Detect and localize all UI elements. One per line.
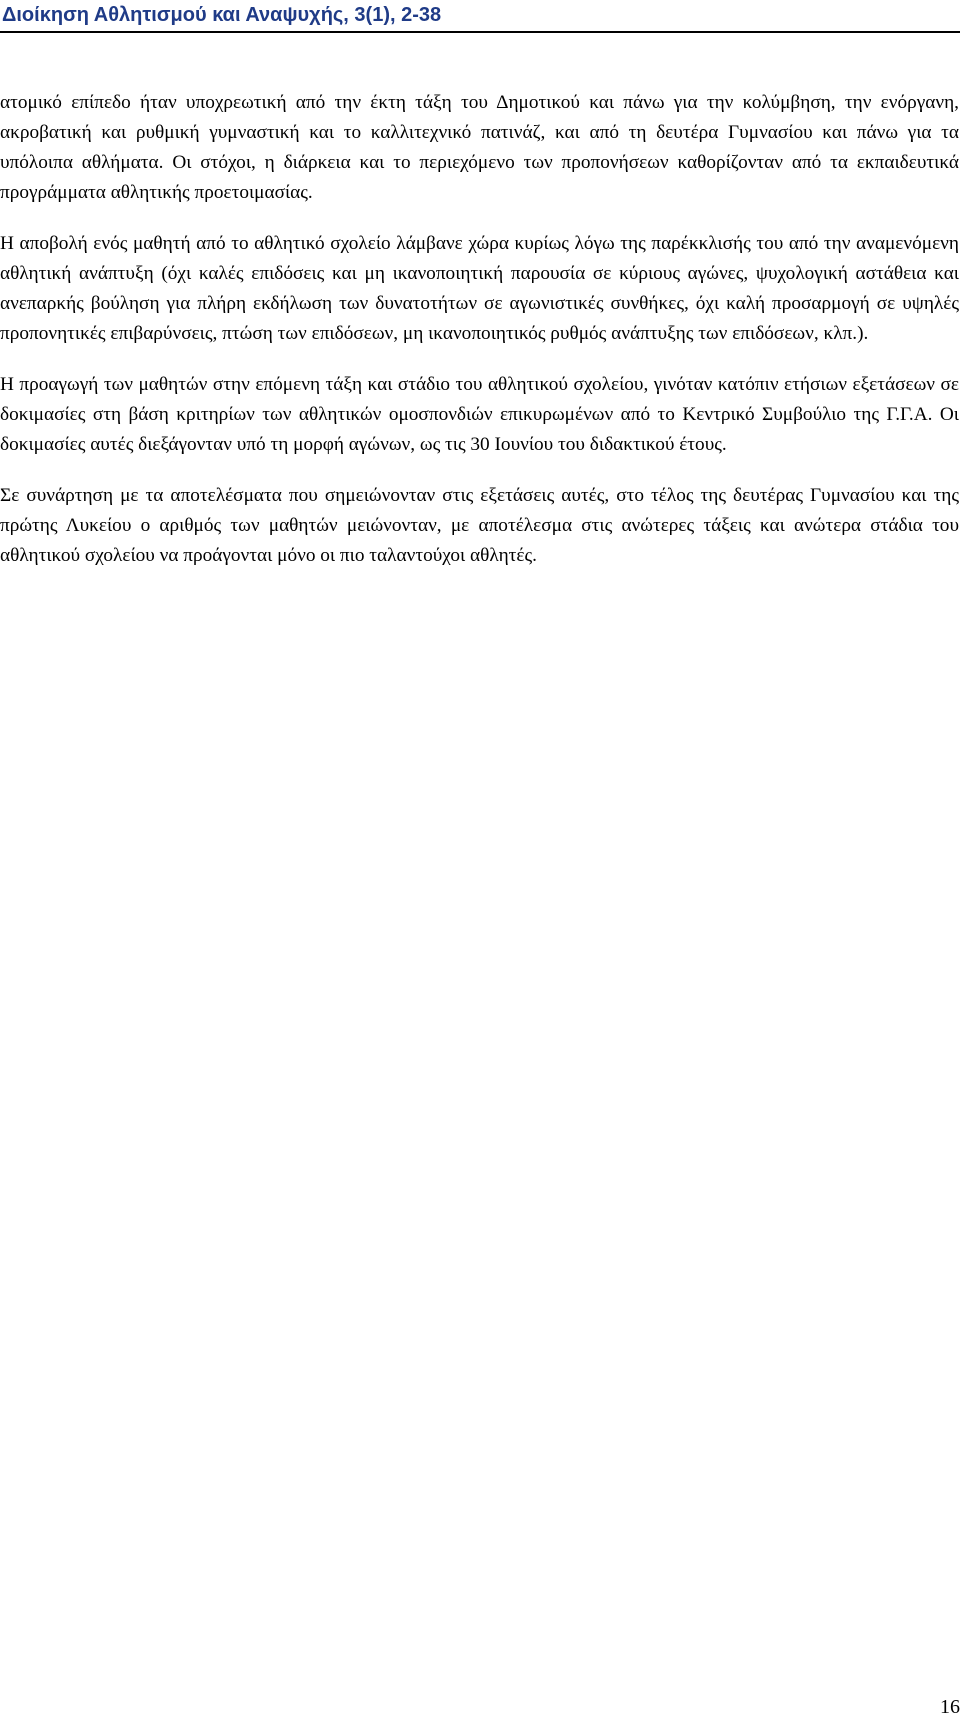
page-number: 16	[940, 1696, 960, 1718]
paragraph: Η προαγωγή των μαθητών στην επόμενη τάξη και στάδιο του αθλητικού σχολείου, γινόταν κατόπιν ετήσιων εξετάσεων σε δοκιμασίες στη βάση κριτηρίων των αθλητικών ομοσπονδιών επικυρωμένων από το Κεντρικό Συμβούλιο της Γ.Γ.Α. Οι δοκιμασίες αυτές διεξάγονταν υπό τη μορφή αγώνων, ως τις 30 Ιουνίου του διδακτικού έτους.	[0, 374, 959, 455]
running-header: Διοίκηση Αθλητισμού και Αναψυχής, 3(1), 2-38	[2, 4, 442, 26]
body-text	[0, 88, 959, 592]
paragraph: ατομικό επίπεδο ήταν υποχρεωτική από την έκτη τάξη του Δημοτικού και πάνω για την κολύμβηση, την ενόργανη, ακροβατική και ρυθμική γυμναστική και το καλλιτεχνικό πατινάζ, και από τη δευτέρα Γυμνασίου και πάνω για τα υπόλοιπα αθλήματα. Οι στόχοι, η διάρκεια και το περιεχόμενο των προπονήσεων καθορίζονταν από τα εκπαιδευτικά προγράμματα αθλητικής προετοιμασίας.	[0, 92, 959, 203]
header-rule	[0, 31, 960, 33]
paragraph: Σε συνάρτηση με τα αποτελέσματα που σημειώνονταν στις εξετάσεις αυτές, στο τέλος της δευτέρας Γυμνασίου και της πρώτης Λυκείου ο αριθμός των μαθητών μειώνονταν, με αποτέλεσμα στις ανώτερες τάξεις και ανώτερα στάδια του αθλητικού σχολείου να προάγονται μόνο οι πιο ταλαντούχοι αθλητές.	[0, 485, 959, 566]
paragraph: Η αποβολή ενός μαθητή από το αθλητικό σχολείο λάμβανε χώρα κυρίως λόγω της παρέκκλισής του από την αναμενόμενη αθλητική ανάπτυξη (όχι καλές επιδόσεις και μη ικανοποιητική παρουσία σε κύριους αγώνες, ψυχολογική αστάθεια και ανεπαρκής βούληση για πλήρη εκδήλωση των δυνατοτήτων σε αγωνιστικές συνθήκες, όχι καλή προσαρμογή σε υψηλές προπονητικές επιβαρύνσεις, πτώση των επιδόσεων, μη ικανοποιητικός ρυθμός ανάπτυξης των επιδόσεων, κλπ.).	[0, 233, 959, 344]
